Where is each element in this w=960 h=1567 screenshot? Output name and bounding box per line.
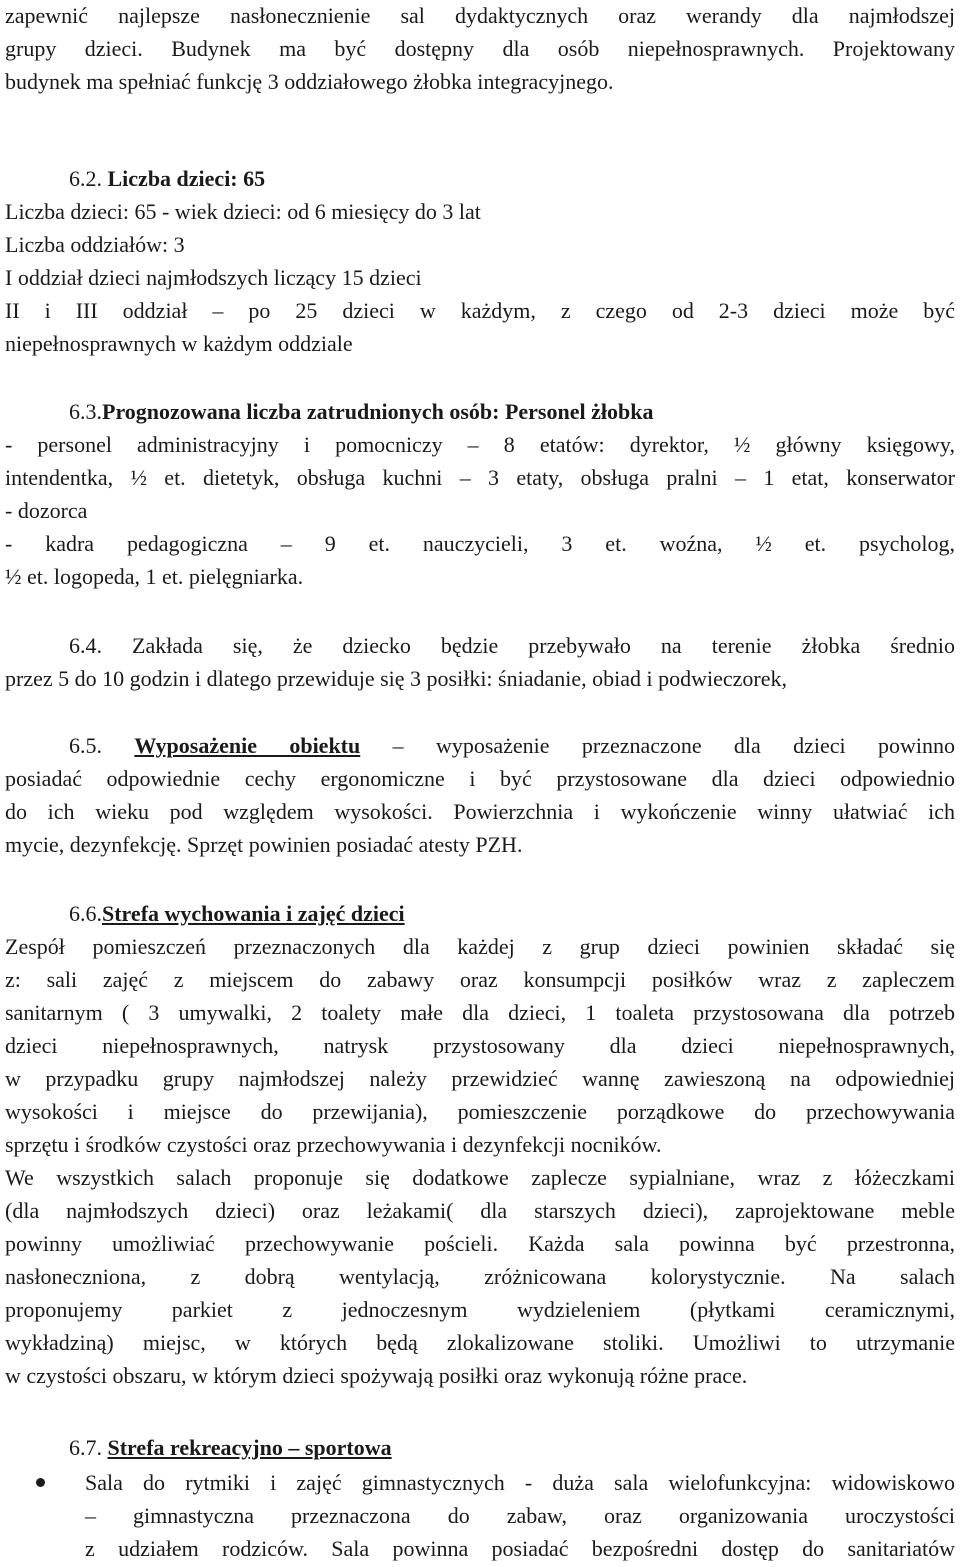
section-number: 6.3. <box>69 399 102 424</box>
text-line: - kadra pedagogiczna – 9 et. nauczycieli, 3 et. woźna, ½ et. psycholog, <box>5 531 955 556</box>
section-6-2 <box>5 162 955 360</box>
intro-paragraph <box>5 0 955 98</box>
text-line: I oddział dzieci najmłodszych liczący 15 dzieci <box>5 265 422 290</box>
text-line: proponujemy parkiet z jednoczesnym wydzieleniem (płytkami ceramicznymi, <box>5 1297 955 1322</box>
section-title: Wyposażenie obiektu <box>134 733 361 758</box>
section-number: 6.5. <box>69 733 102 758</box>
text-line: do ich wieku pod względem wysokości. Powierzchnia i wykończenie winny ułatwiać ich <box>5 799 955 824</box>
section-text: Zakłada się, że dziecko będzie przebywało na terenie żłobka średnio <box>132 633 956 658</box>
text-line: – gimnastyczna przeznaczona do zabaw, oraz organizowania uroczystości <box>85 1503 955 1528</box>
text-line: w czystości obszaru, w którym dzieci spożywają posiłki oraz wykonują różne prace. <box>5 1363 748 1388</box>
section-6-5 <box>5 729 955 861</box>
text-line: intendentka, ½ et. dietetyk, obsługa kuchni – 3 etaty, obsługa pralni – 1 etat, konserwator <box>5 465 955 490</box>
section-number: 6.7. <box>69 1435 102 1460</box>
section-number: 6.4. <box>69 633 102 658</box>
text-line: ½ et. logopeda, 1 et. pielęgniarka. <box>5 564 304 589</box>
text-line: - dozorca <box>5 498 88 523</box>
text-line: z: sali zajęć z miejscem do zabawy oraz konsumpcji posiłków wraz z zapleczem <box>5 967 955 992</box>
text-line: powinny umożliwiać przechowywanie pościeli. Każda sala powinna być przestronna, <box>5 1231 955 1256</box>
section-text: – wyposażenie przeznaczone dla dzieci powinno <box>360 733 956 758</box>
text-line: w przypadku grupy najmłodszej należy przewidzieć wannę zawieszoną na odpowiedniej <box>5 1066 955 1091</box>
text-line: przez 5 do 10 godzin i dlatego przewiduje się 3 posiłki: śniadanie, obiad i podwieczorek, <box>5 666 787 691</box>
section-heading <box>5 1431 955 1464</box>
text-line: (dla najmłodszych dzieci) oraz leżakami( dla starszych dzieci), zaprojektowane meble <box>5 1198 955 1223</box>
section-6-7 <box>5 1431 955 1464</box>
text-line: dzieci niepełnosprawnych, natrysk przystosowany dla dzieci niepełnosprawnych, <box>5 1033 955 1058</box>
section-heading <box>5 395 955 428</box>
section-number: 6.6. <box>69 901 102 926</box>
text-line: z udziałem rodziców. Sala powinna posiadać bezpośredni dostęp do sanitariatów <box>85 1536 955 1561</box>
intro-line: budynek ma spełniać funkcję 3 oddziałowego żłobka integracyjnego. <box>5 69 614 94</box>
text-line: wykładziną) miejsc, w których będą zlokalizowane stoliki. Umożliwi to utrzymanie <box>5 1330 955 1355</box>
text-line: sanitarnym ( 3 umywalki, 2 toalety małe dla dzieci, 1 toaleta przystosowana dla potrzeb <box>5 1000 955 1025</box>
section-title: Liczba dzieci: 65 <box>107 166 266 191</box>
text-line <box>5 629 955 662</box>
text-line: - personel administracyjny i pomocniczy – 8 etatów: dyrektor, ½ główny księgowy, <box>5 432 955 457</box>
text-line: sprzętu i środków czystości oraz przechowywania i dezynfekcji nocników. <box>5 1132 662 1157</box>
text-line: niepełnosprawnych w każdym oddziale <box>5 331 353 356</box>
section-6-4 <box>5 629 955 695</box>
intro-line: zapewnić najlepsze nasłonecznienie sal dydaktycznych oraz werandy dla najmłodszej <box>5 3 955 28</box>
section-title: Strefa rekreacyjno – sportowa <box>107 1435 392 1460</box>
text-line: Liczba dzieci: 65 - wiek dzieci: od 6 miesięcy do 3 lat <box>5 199 481 224</box>
text-line: nasłoneczniona, z dobrą wentylacją, zróżnicowana kolorystycznie. Na salach <box>5 1264 955 1289</box>
text-line: II i III oddział – po 25 dzieci w każdym, z czego od 2-3 dzieci może być <box>5 298 955 323</box>
text-line: Sala do rytmiki i zajęć gimnastycznych - duża sala wielofunkcyjna: widowiskowo <box>85 1470 955 1495</box>
section-title: Prognozowana liczba zatrudnionych osób: Personel żłobka <box>102 399 654 424</box>
bullet-list-item <box>5 1466 955 1565</box>
section-6-3 <box>5 395 955 593</box>
section-heading <box>5 729 955 762</box>
section-heading <box>5 162 955 195</box>
text-line: Zespół pomieszczeń przeznaczonych dla każdej z grup dzieci powinien składać się <box>5 934 955 959</box>
section-heading <box>5 897 955 930</box>
section-title: Strefa wychowania i zajęć dzieci <box>102 901 405 926</box>
intro-line: grupy dzieci. Budynek ma być dostępny dla osób niepełnosprawnych. Projektowany <box>5 36 955 61</box>
text-line: Liczba oddziałów: 3 <box>5 232 185 257</box>
text-line: posiadać odpowiednie cechy ergonomiczne i być przystosowane dla dzieci odpowiednio <box>5 766 955 791</box>
bullet-icon <box>36 1478 45 1487</box>
section-6-6 <box>5 897 955 1392</box>
text-line: mycie, dezynfekcję. Sprzęt powinien posiadać atesty PZH. <box>5 832 523 857</box>
section-number: 6.2. <box>69 166 102 191</box>
text-line: wysokości i miejsce do przewijania), pomieszczenie porządkowe do przechowywania <box>5 1099 955 1124</box>
text-line: We wszystkich salach proponuje się dodatkowe zaplecze sypialniane, wraz z łóżeczkami <box>5 1165 955 1190</box>
